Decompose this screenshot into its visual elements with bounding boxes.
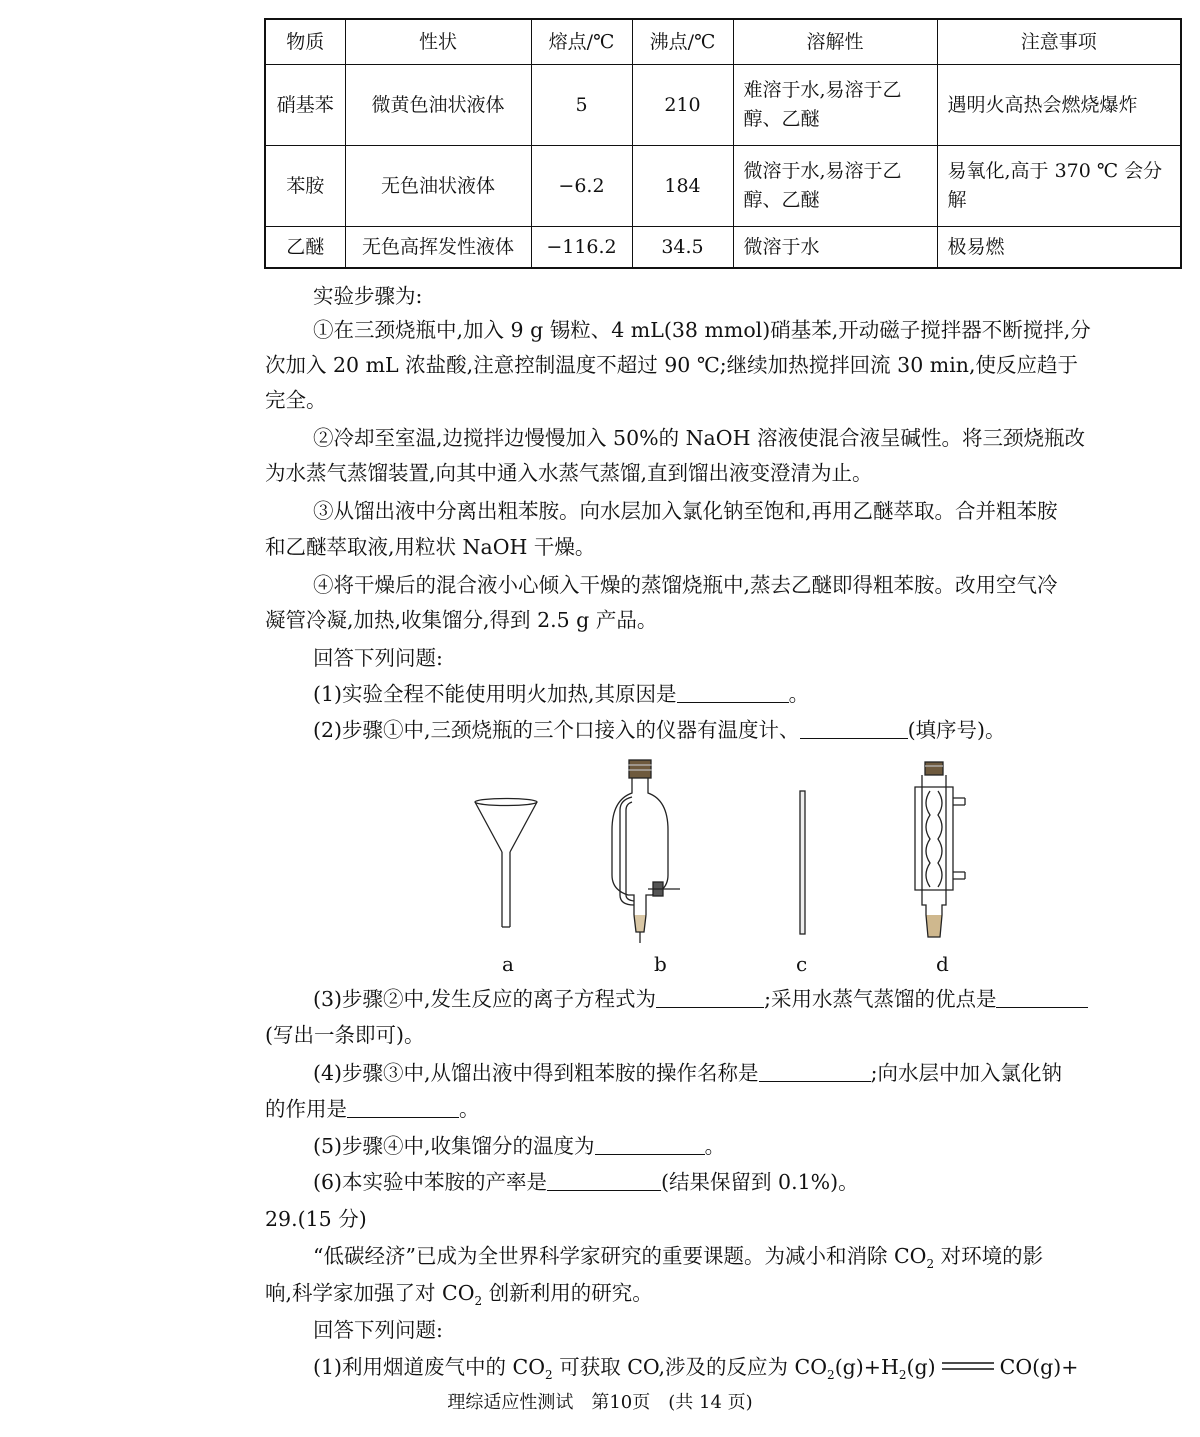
question-text: 。: [459, 1097, 480, 1121]
question-text: 。: [788, 682, 810, 706]
table-header-cell: 沸点/℃: [632, 19, 733, 65]
equilibrium-sign: [940, 1359, 996, 1373]
bulb-condenser-drawing: [915, 762, 965, 937]
table-cell: 微黄色油状液体: [345, 65, 531, 146]
table-cell: 无色油状液体: [345, 146, 531, 227]
glass-rod-drawing: [800, 791, 805, 934]
question-text: (2)步骤①中,三颈烧瓶的三个口接入的仪器有温度计、: [313, 718, 800, 742]
question-3-line-2: (写出一条即可)。: [265, 1023, 425, 1047]
page-footer: 理综适应性测试 第10页 (共 14 页): [447, 1392, 753, 1413]
question-text: (填序号)。: [907, 718, 1006, 742]
table-cell: 184: [632, 146, 733, 227]
question-text: ;采用水蒸气蒸馏的优点是: [764, 987, 997, 1011]
question-text: (结果保留到 0.1%)。: [661, 1170, 859, 1194]
question-29-part-1: [265, 1350, 1180, 1393]
answer-prompt: 回答下列问题:: [313, 646, 443, 670]
table-cell: 微溶于水: [733, 227, 937, 269]
apparatus-label-a: a: [502, 952, 514, 976]
question-6: [265, 1165, 1180, 1200]
answer-blank[interactable]: [677, 678, 789, 703]
apparatus-label-c: c: [796, 952, 808, 976]
subscript: 2: [827, 1368, 835, 1383]
table-cell: −6.2: [531, 146, 632, 227]
step-3-line: ③从馏出液中分离出粗苯胺。向水层加入氯化钠至饱和,再用乙醚萃取。合并粗苯胺: [313, 499, 1058, 523]
question-text: (3)步骤②中,发生反应的离子方程式为: [313, 987, 657, 1011]
table-cell: 易氧化,高于 370 ℃ 会分解: [937, 146, 1181, 227]
properties-table: [264, 18, 1182, 269]
table-row: [265, 146, 1181, 227]
question-text: 。: [704, 1134, 726, 1158]
table-cell: 遇明火高热会燃烧爆炸: [937, 65, 1181, 146]
answer-blank[interactable]: [347, 1093, 459, 1118]
step-3-line: 和乙醚萃取液,用粒状 NaOH 干燥。: [265, 535, 596, 559]
table-cell: 极易燃: [937, 227, 1181, 269]
table-header-cell: 溶解性: [733, 19, 937, 65]
question-text: (6)本实验中苯胺的产率是: [313, 1170, 548, 1194]
table-header-cell: 性状: [345, 19, 531, 65]
question-4-line-2: [265, 1092, 1180, 1127]
table-cell: 无色高挥发性液体: [345, 227, 531, 269]
step-2-line: 为水蒸气蒸馏装置,向其中通入水蒸气蒸馏,直到馏出液变澄清为止。: [265, 461, 873, 485]
table-cell: 硝基苯: [265, 65, 345, 146]
subscript: 2: [926, 1257, 935, 1272]
question-text: (4)步骤③中,从馏出液中得到粗苯胺的操作名称是: [313, 1061, 759, 1085]
apparatus-label-d: d: [936, 952, 949, 976]
table-row: [265, 65, 1181, 146]
table-header-cell: 熔点/℃: [531, 19, 632, 65]
text-segment: (1)利用烟道废气中的 CO: [313, 1355, 546, 1379]
answer-blank[interactable]: [595, 1130, 705, 1155]
subscript: 2: [898, 1368, 907, 1383]
table-header-row: [265, 19, 1181, 65]
steps-heading: 实验步骤为:: [313, 284, 423, 308]
step-1-line: 完全。: [265, 388, 327, 412]
question-1: [265, 677, 1180, 712]
text-segment: 可获取 CO,涉及的反应为 CO: [552, 1355, 828, 1379]
answer-blank[interactable]: [800, 714, 908, 739]
text-segment: 响,科学家加强了对 CO: [265, 1281, 475, 1305]
table-cell: 苯胺: [265, 146, 345, 227]
answer-blank[interactable]: [547, 1166, 661, 1191]
text-segment: (g): [906, 1355, 936, 1379]
step-1-line: 次加入 20 mL 浓盐酸,注意控制温度不超过 90 ℃;继续加热搅拌回流 30 min,使反应趋于: [265, 353, 1078, 377]
apparatus-label-b: b: [654, 952, 667, 976]
table-cell: 5: [531, 65, 632, 146]
question-text: 的作用是: [265, 1097, 347, 1121]
dropping-funnel-drawing: [612, 760, 680, 943]
question-4: [265, 1056, 1180, 1091]
step-2-line: ②冷却至室温,边搅拌边慢慢加入 50%的 NaOH 溶液使混合液呈碱性。将三颈烧瓶改: [313, 426, 1085, 450]
step-1-line: ①在三颈烧瓶中,加入 9 g 锡粒、4 mL(38 mmol)硝基苯,开动磁子搅拌器不断搅拌,分: [313, 318, 1091, 342]
table-cell: −116.2: [531, 227, 632, 269]
question-29-header: 29.(15 分): [265, 1207, 367, 1231]
text-segment: 对环境的影: [934, 1244, 1044, 1268]
text-segment: (g)+H: [834, 1355, 899, 1379]
apparatus-figure: [470, 755, 990, 950]
text-segment: CO(g)+: [999, 1355, 1079, 1379]
text-segment: 创新利用的研究。: [482, 1281, 653, 1305]
question-text: (5)步骤④中,收集馏分的温度为: [313, 1134, 595, 1158]
step-4-line: ④将干燥后的混合液小心倾入干燥的蒸馏烧瓶中,蒸去乙醚即得粗苯胺。改用空气冷: [313, 573, 1058, 597]
table-cell: 34.5: [632, 227, 733, 269]
table-header-cell: 注意事项: [937, 19, 1181, 65]
question-5: [265, 1129, 1180, 1164]
question-text: (1)实验全程不能使用明火加热,其原因是: [313, 682, 677, 706]
question-29-answer-prompt: 回答下列问题:: [313, 1318, 443, 1342]
answer-blank[interactable]: [759, 1057, 871, 1082]
question-3: [265, 982, 1180, 1017]
question-text: ;向水层中加入氯化钠: [870, 1061, 1062, 1085]
table-cell: 微溶于水,易溶于乙醇、乙醚: [733, 146, 937, 227]
table-header-cell: 物质: [265, 19, 345, 65]
step-4-line: 凝管冷凝,加热,收集馏分,得到 2.5 g 产品。: [265, 608, 658, 632]
question-2: [265, 713, 1180, 748]
table-cell: 难溶于水,易溶于乙醇、乙醚: [733, 65, 937, 146]
answer-blank[interactable]: [996, 983, 1088, 1008]
table-cell: 210: [632, 65, 733, 146]
subscript: 2: [474, 1294, 483, 1309]
subscript: 2: [545, 1368, 553, 1383]
table-row: [265, 227, 1181, 269]
text-segment: “低碳经济”已成为全世界科学家研究的重要课题。为减小和消除 CO: [313, 1244, 927, 1268]
table-cell: 乙醚: [265, 227, 345, 269]
answer-blank[interactable]: [656, 983, 764, 1008]
funnel-drawing: [475, 799, 537, 928]
